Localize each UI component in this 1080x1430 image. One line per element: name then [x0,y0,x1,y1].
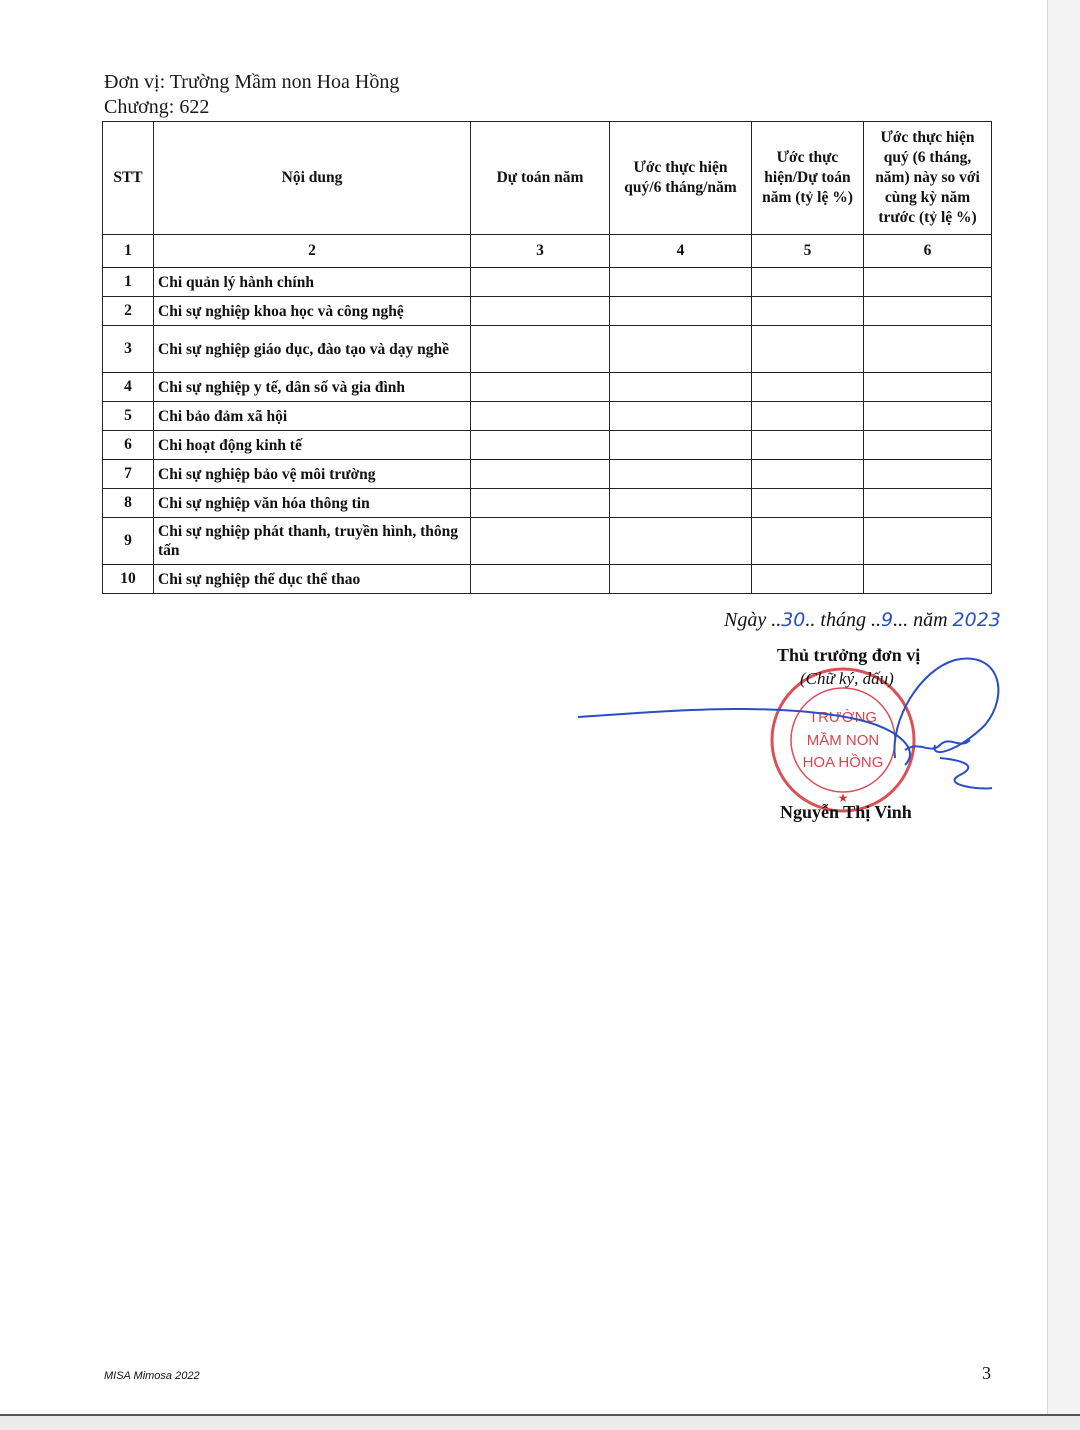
chapter-label: Chương: 622 [104,96,210,118]
row-cell [610,518,752,565]
row-cell [864,518,992,565]
table-row [103,297,992,326]
row-cell [610,326,752,373]
column-header: Ước thực hiện quý/6 tháng/năm [610,122,752,235]
row-cell [752,297,864,326]
star-icon: ★ [837,791,849,805]
signer-title: Thủ trưởng đơn vị [777,645,921,665]
row-cell [471,326,610,373]
row-content: Chi sự nghiệp phát thanh, truyền hình, thông tấn [154,518,471,565]
row-stt: 5 [103,402,154,431]
row-cell [610,489,752,518]
date-year: 2023 [952,609,1001,631]
row-content: Chi sự nghiệp văn hóa thông tin [154,489,471,518]
row-cell [610,297,752,326]
year-label: ... năm [893,609,953,631]
column-header: STT [103,122,154,235]
row-cell [610,431,752,460]
date-month: 9 [880,609,894,631]
row-cell [752,326,864,373]
signature-date [724,609,1001,632]
table-row [103,518,992,565]
column-header: Dự toán năm [471,122,610,235]
page-number: 3 [982,1363,991,1383]
row-content: Chi sự nghiệp khoa học và công nghệ [154,297,471,326]
row-cell [864,402,992,431]
row-cell [471,268,610,297]
stamp-line: TRƯỜNG [808,709,878,726]
footer-software: MISA Mimosa 2022 [104,1370,200,1382]
signer-name: Nguyễn Thị Vinh [780,802,912,822]
row-cell [864,326,992,373]
row-cell [610,402,752,431]
row-stt: 2 [103,297,154,326]
table-row [103,460,992,489]
table-row [103,489,992,518]
row-cell [864,460,992,489]
column-number: 2 [154,235,471,268]
unit-label: Đơn vị: Trường Mầm non Hoa Hồng [104,71,400,93]
row-cell [610,460,752,489]
row-content: Chi quản lý hành chính [154,268,471,297]
column-header: Ước thực hiện quý (6 tháng, năm) này so với cùng kỳ năm trước (tỷ lệ %) [864,122,992,235]
row-content: Chi hoạt động kinh tế [154,431,471,460]
row-cell [752,402,864,431]
stamp-and-signature [560,640,1010,815]
page-edge [1047,0,1080,1428]
row-cell [752,460,864,489]
row-cell [610,268,752,297]
row-content: Chi sự nghiệp giáo dục, đào tạo và dạy nghề [154,326,471,373]
table-row [103,565,992,594]
row-stt: 8 [103,489,154,518]
row-stt: 9 [103,518,154,565]
table-row [103,326,992,373]
row-stt: 10 [103,565,154,594]
table-row [103,373,992,402]
row-content: Chi sự nghiệp bảo vệ môi trường [154,460,471,489]
date-prefix: Ngày .. [724,609,782,631]
row-cell [752,431,864,460]
row-stt: 1 [103,268,154,297]
budget-table [102,121,992,594]
row-cell [471,518,610,565]
row-cell [471,402,610,431]
stamp-line: HOA HỒNG [802,754,884,771]
row-cell [471,373,610,402]
row-cell [864,565,992,594]
row-cell [471,297,610,326]
table-row [103,431,992,460]
row-cell [471,431,610,460]
row-stt: 7 [103,460,154,489]
row-cell [752,518,864,565]
row-cell [864,268,992,297]
column-number: 6 [864,235,992,268]
signer-note: (Chữ ký, dấu) [800,669,894,688]
row-cell [864,297,992,326]
row-cell [610,373,752,402]
row-cell [471,565,610,594]
column-number: 4 [610,235,752,268]
row-stt: 3 [103,326,154,373]
row-cell [864,489,992,518]
row-cell [471,489,610,518]
date-day: 30 [781,609,806,631]
column-header: Ước thực hiện/Dự toán năm (tỷ lệ %) [752,122,864,235]
column-header: Nội dung [154,122,471,235]
official-stamp [772,669,914,811]
stamp-line: MẦM NON [806,732,880,749]
column-number: 5 [752,235,864,268]
row-cell [864,431,992,460]
row-cell [471,460,610,489]
row-stt: 6 [103,431,154,460]
row-cell [610,565,752,594]
row-cell [752,565,864,594]
signature-stroke [578,659,998,789]
table-header-row [103,122,992,235]
row-cell [752,268,864,297]
column-number: 1 [103,235,154,268]
row-cell [752,489,864,518]
row-cell [752,373,864,402]
column-number: 3 [471,235,610,268]
row-stt: 4 [103,373,154,402]
table-row [103,402,992,431]
month-label: .. tháng .. [805,609,881,631]
column-number-row [103,235,992,268]
table-row [103,268,992,297]
row-content: Chi bảo đảm xã hội [154,402,471,431]
row-cell [864,373,992,402]
row-content: Chi sự nghiệp thể dục thể thao [154,565,471,594]
row-content: Chi sự nghiệp y tế, dân số và gia đình [154,373,471,402]
